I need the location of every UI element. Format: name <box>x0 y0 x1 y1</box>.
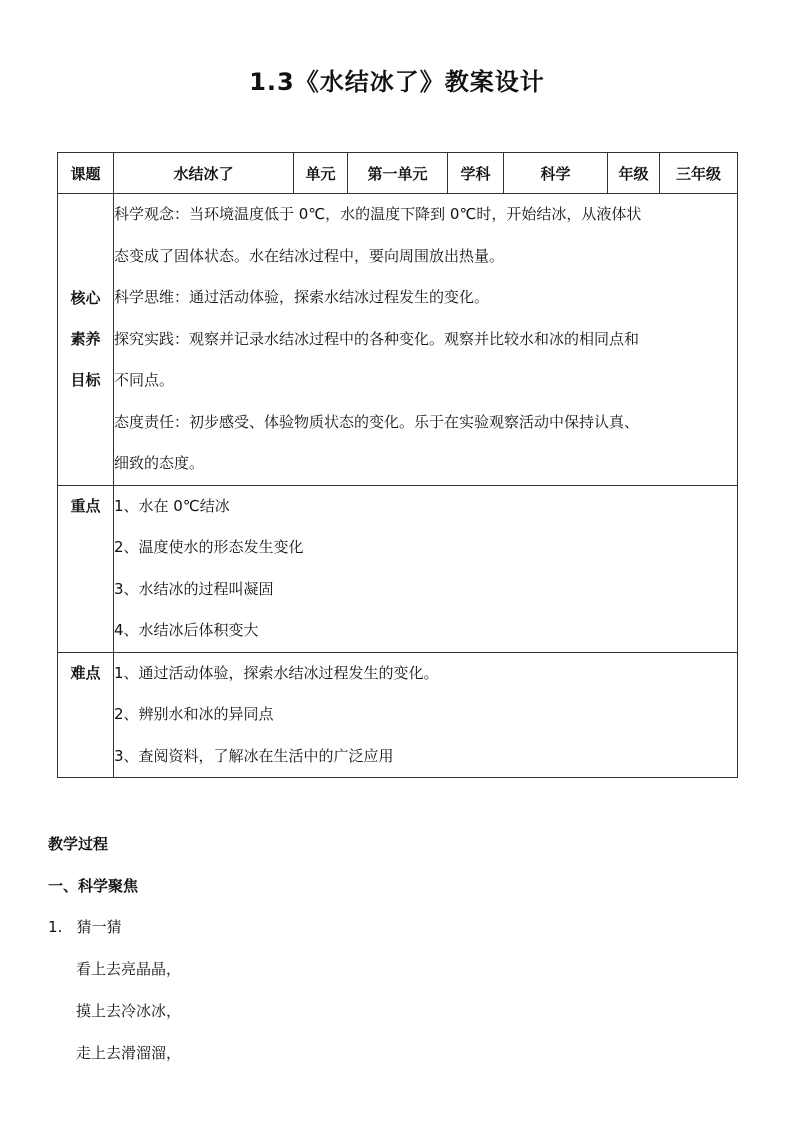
topic-label: 课题 <box>58 153 114 194</box>
difficult-points-label: 难点 <box>58 652 114 778</box>
core-line: 科学思维：通过活动体验，探索水结冰过程发生的变化。 <box>114 288 490 306</box>
header-row <box>58 153 738 194</box>
teaching-process-heading: 教学过程 <box>48 835 109 853</box>
difficult-line: 2、辨别水和冰的异同点 <box>114 705 274 723</box>
key-line: 3、水结冰的过程叫凝固 <box>114 579 274 598</box>
topic-value: 水结冰了 <box>114 153 294 194</box>
core-literacy-label <box>58 194 114 486</box>
core-line: 探究实践：观察并记录水结冰过程中的各种变化。观察并比较水和冰的相同点和 <box>114 329 640 348</box>
grade-value: 三年级 <box>660 153 738 194</box>
difficult-line: 1、通过活动体验，探索水结冰过程发生的变化。 <box>114 663 439 682</box>
difficult-line: 3、查阅资料，了解冰在生活中的广泛应用 <box>114 746 394 765</box>
core-line: 科学观念：当环境温度低于 0℃，水的温度下降到 0℃时，开始结冰，从液体状 <box>114 205 642 223</box>
key-points-label: 重点 <box>58 485 114 652</box>
key-points-content <box>114 485 738 652</box>
key-line: 1、水在 0℃结冰 <box>114 496 230 515</box>
lesson-plan-table <box>57 152 738 778</box>
core-label-line: 核心 <box>70 288 101 307</box>
unit-value: 第一单元 <box>348 153 448 194</box>
core-literacy-row <box>58 194 738 486</box>
grade-label: 年级 <box>608 153 660 194</box>
key-line: 2、温度使水的形态发生变化 <box>114 538 304 556</box>
key-line: 4、水结冰后体积变大 <box>114 621 259 639</box>
document-title: 1.3《水结冰了》教案设计 <box>249 68 545 96</box>
key-points-row <box>58 485 738 652</box>
core-label-line: 素养 <box>70 329 101 348</box>
difficult-points-row <box>58 652 738 778</box>
riddle-line: 摸上去冷冰冰， <box>76 1002 182 1020</box>
core-line: 细致的态度。 <box>114 454 205 472</box>
riddle-line: 走上去滑溜溜， <box>76 1044 182 1062</box>
core-line: 态变成了固体状态。水在结冰过程中，要向周围放出热量。 <box>114 246 505 265</box>
riddle-line: 看上去亮晶晶， <box>76 960 182 978</box>
difficult-points-content <box>114 652 738 778</box>
subject-value: 科学 <box>504 153 608 194</box>
core-label-line: 目标 <box>70 370 101 389</box>
core-line: 不同点。 <box>114 371 175 389</box>
core-literacy-content <box>114 194 738 486</box>
subject-label: 学科 <box>448 153 504 194</box>
item-guess: 1. 猜一猜 <box>48 918 122 936</box>
unit-label: 单元 <box>294 153 348 194</box>
section-science-focus: 一、科学聚焦 <box>48 877 139 895</box>
core-line: 态度责任：初步感受、体验物质状态的变化。乐于在实验观察活动中保持认真、 <box>114 412 640 431</box>
